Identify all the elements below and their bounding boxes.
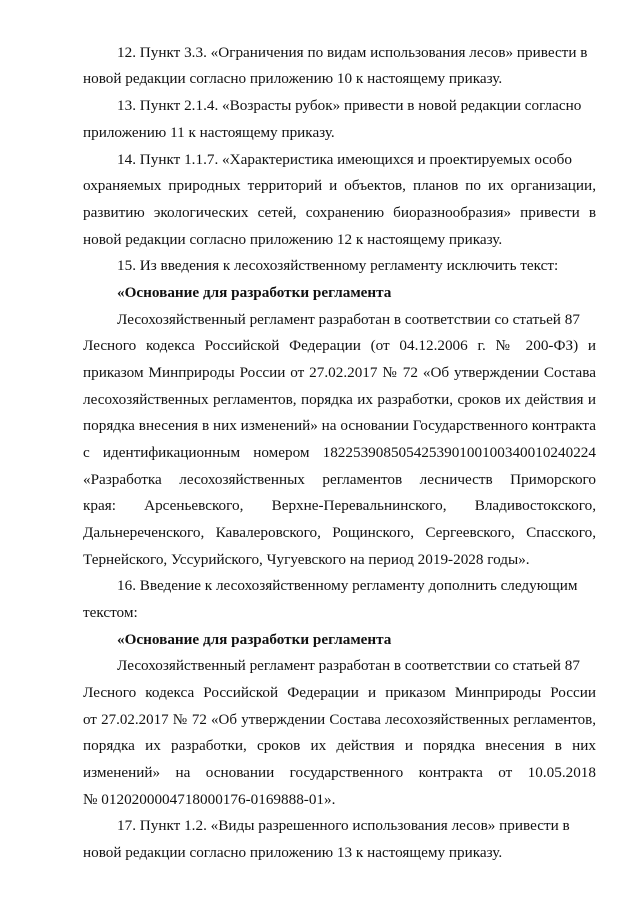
text-line: приложению 11 к настоящему приказу.	[83, 124, 335, 141]
text-line: изменений» на основании государственного контракта от 10.05.2018	[83, 764, 596, 781]
section-heading: «Основание для разработки регламента	[117, 631, 392, 648]
text-line: 15. Из введения к лесохозяйственному регламенту исключить текст:	[117, 257, 559, 274]
text-line: развитию экологических сетей, сохранению биоразнообразия» привести в	[83, 204, 596, 221]
text-line: новой редакции согласно приложению 10 к настоящему приказу.	[83, 70, 503, 87]
text-line: от 27.02.2017 № 72 «Об утверждении Состава лесохозяйственных регламентов,	[83, 712, 596, 728]
text-line: Лесного кодекса Российской Федерации и приказом Минприроды России	[83, 684, 596, 701]
text-line: охраняемых природных территорий и объектов, планов по их организации,	[83, 177, 596, 194]
text-line: порядка внесения в них изменений» на основании Государственного контракта	[83, 417, 596, 434]
text-line: лесохозяйственных регламентов, порядка их разработки, сроков их действия и	[83, 391, 596, 408]
text-line: Лесохозяйственный регламент разработан в соответствии со статьей 87	[117, 311, 580, 328]
text-line: 12. Пункт 3.3. «Ограничения по видам использования лесов» привести в	[117, 44, 588, 61]
text-line: 17. Пункт 1.2. «Виды разрешенного использования лесов» привести в	[117, 817, 570, 834]
text-line: Дальнереченского, Кавалеровского, Рощинского, Сергеевского, Спасского,	[83, 524, 596, 541]
text-line: 16. Введение к лесохозяйственному регламенту дополнить следующим	[117, 577, 578, 594]
text-line: «Разработка лесохозяйственных регламентов лесничеств Приморского	[83, 471, 596, 488]
text-line: порядка их разработки, сроков их действия и порядка внесения в них	[83, 737, 596, 754]
text-line: № 0120200004718000176-0169888-01».	[83, 791, 336, 808]
text-line: текстом:	[83, 604, 138, 621]
text-line: 14. Пункт 1.1.7. «Характеристика имеющихся и проектируемых особо	[117, 151, 572, 168]
section-heading: «Основание для разработки регламента	[117, 284, 392, 301]
text-line: приказом Минприроды России от 27.02.2017 № 72 «Об утверждении Состава	[83, 364, 596, 381]
text-line: Тернейского, Уссурийского, Чугуевского на период 2019-2028 годы».	[83, 551, 530, 568]
text-line: 13. Пункт 2.1.4. «Возрасты рубок» привести в новой редакции согласно	[117, 97, 582, 114]
text-line: края: Арсеньевского, Верхне-Перевальнинского, Владивостокского,	[83, 497, 596, 514]
text-line: с идентификационным номером 182253908505425390100100340010240224	[83, 444, 596, 461]
text-line: новой редакции согласно приложению 12 к настоящему приказу.	[83, 231, 503, 248]
text-line: Лесохозяйственный регламент разработан в соответствии со статьей 87	[117, 657, 580, 674]
text-line: Лесного кодекса Российской Федерации (от 04.12.2006 г. № 200-ФЗ) и	[83, 337, 596, 354]
text-line: новой редакции согласно приложению 13 к настоящему приказу.	[83, 844, 503, 861]
